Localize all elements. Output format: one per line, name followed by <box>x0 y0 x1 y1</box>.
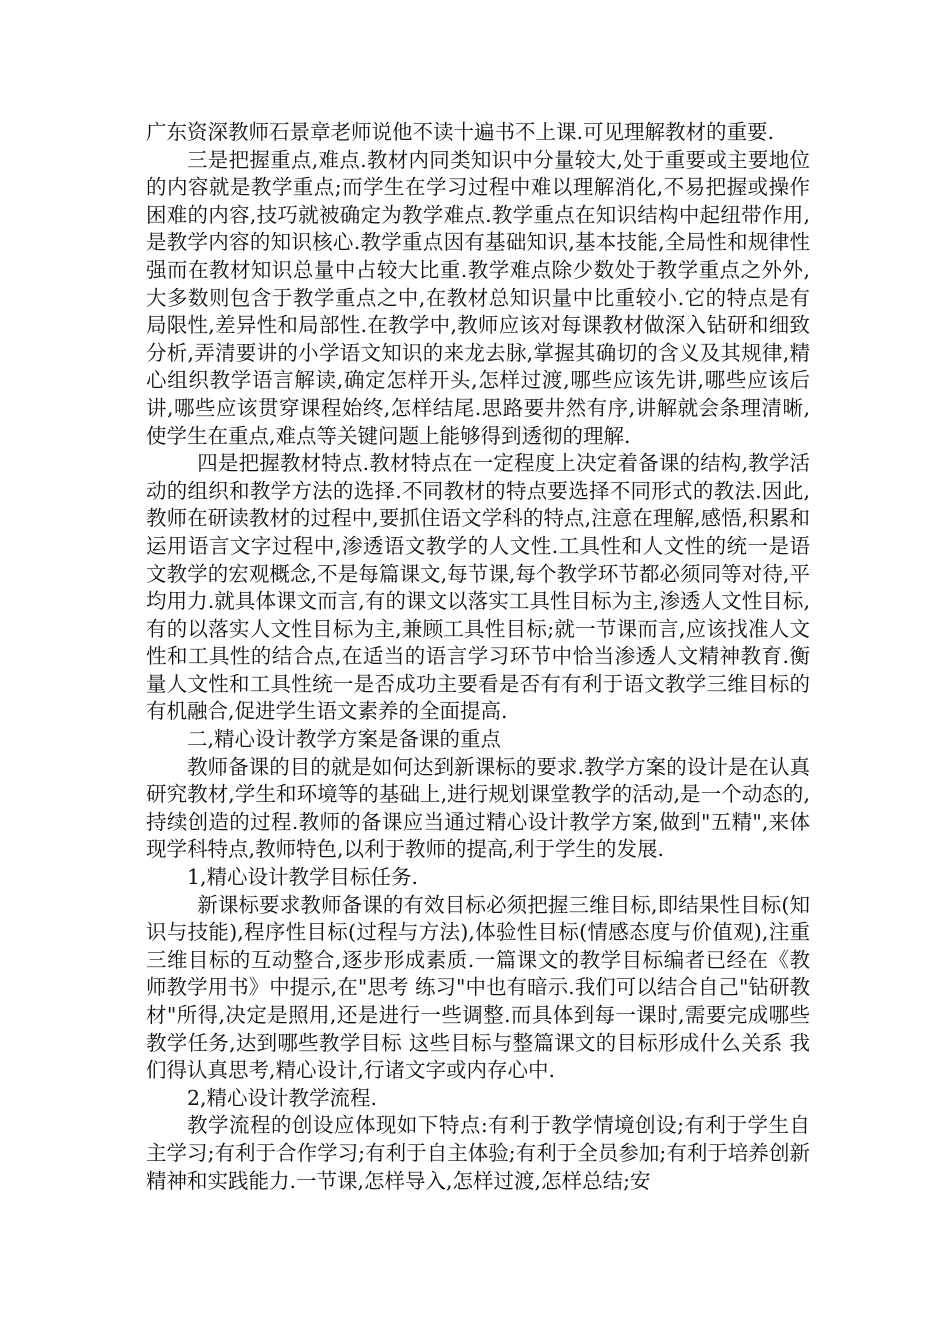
paragraph-teaching-flow: 教学流程的创设应体现如下特点:有利于教学情境创设;有利于学生自主学习;有利于合作学习;有利于自主体验;有利于全员参加;有利于培养创新精神和实践能力.一节课,怎样导入,怎样过渡,怎样总结;安 <box>146 1113 810 1193</box>
subheading-item-2: 2,精心设计教学流程. <box>187 1085 378 1110</box>
paragraph-teaching-goals: 新课标要求教师备课的有效目标必须把握三维目标,即结果性目标(知识与技能),程序性目标(过程与方法),体验性目标(情感态度与价值观),注重三维目标的互动整合,逐步形成素质.一篇课文的教学目标编者已经在《教师教学用书》中提示,在"思考 练习"中也有暗示.我们可以结合自己"钻研教材"所得,决定是照用,还是进行一些调整.而具体到每一课时,需要完成哪些教学任务,达到哪些教学目标 这些目标与整篇课文的目标形成什么关系 我们得认真思考,精心设计,行诸文字或内存心中. <box>146 892 810 1083</box>
section-heading-2: 二,精心设计教学方案是备课的重点 <box>187 727 502 752</box>
subheading-item-1: 1,精心设计教学目标任务. <box>187 865 419 890</box>
paragraph-textbook-features: 四是把握教材特点.教材特点在一定程度上决定着备课的结构,教学活动的组织和教学方法的选择.不同教材的特点要选择不同形式的教法.因此,教师在研读教材的过程中,要抓住语文学科的特点,注意在理解,感悟,积累和运用语言文字过程中,渗透语文教学的人文性.工具性和人文性的统一是语文教学的宏观概念,不是每篇课文,每节课,每个教学环节都必须同等对待,平均用力.就具体课文而言,有的课文以落实工具性目标为主,渗透人文性目标,有的以落实人文性目标为主,兼顾工具性目标;就一节课而言,应该找准人文性和工具性的结合点,在适当的语言学习环节中恰当渗透人文精神教育.衡量人文性和工具性统一是否成功主要看是否有有利于语文教学三维目标的有机融合,促进学生语文素养的全面提高. <box>146 451 810 724</box>
paragraph-continuation: 广东资深教师石景章老师说他不读十遍书不上课.可见理解教材的重要. <box>146 120 775 144</box>
paragraph-key-points: 三是把握重点,难点.教材内同类知识中分量较大,处于重要或主要地位的内容就是教学重点;而学生在学习过程中难以理解消化,不易把握或操作困难的内容,技巧就被确定为教学难点.教学重点在知识结构中起纽带作用,是教学内容的知识核心.教学重点因有基础知识,基本技能,全局性和规律性强而在教材知识总量中占较大比重.教学难点除少数处于教学重点之外外,大多数则包含于教学重点之中,在教材总知识量中比重较小.它的特点是有局限性,差异性和局部性.在教学中,教师应该对每课教材做深入钻研和细致分析,弄清要讲的小学语文知识的来龙去脉,掌握其确切的含义及其规律,精心组织教学语言解读,确定怎样开头,怎样过渡,哪些应该先讲,哪些应该后讲,哪些应该贯穿课程始终,怎样结尾.思路要井然有序,讲解就会条理清晰,使学生在重点,难点等关键问题上能够得到透彻的理解. <box>146 147 810 448</box>
paragraph-lesson-purpose: 教师备课的目的就是如何达到新课标的要求.教学方案的设计是在认真研究教材,学生和环境等的基础上,进行规划课堂教学的活动,是一个动态的,持续创造的过程.教师的备课应当通过精心设计教学方案,做到"五精",来体现学科特点,教师特色,以利于教师的提高,利于学生的发展. <box>146 754 810 862</box>
document-body <box>146 119 810 1195</box>
